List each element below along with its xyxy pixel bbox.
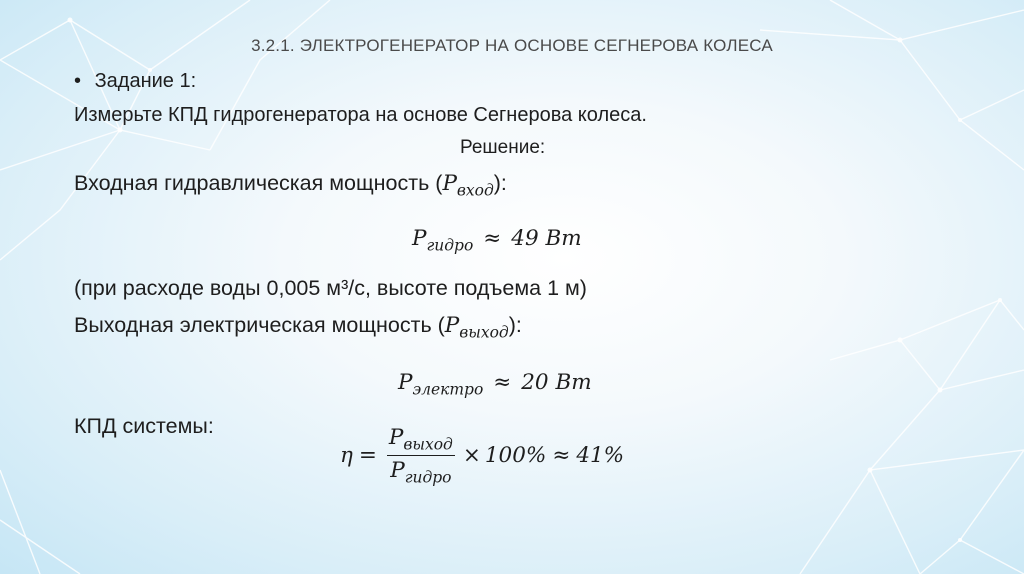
eq-input-symbol: $P_{гидро}$ (412, 226, 474, 255)
eq-approx: ≈ (552, 443, 571, 469)
input-power-close: ): (493, 171, 507, 195)
task-text: Измерьте КПД гидрогенератора на основе Сегнерова колеса. (74, 104, 647, 126)
eq-output-value: 20 Вт (521, 370, 592, 395)
equation-efficiency (340, 425, 624, 487)
eq-output-symbol: $P_{электро}$ (398, 370, 484, 399)
output-power-label: Выходная электрическая мощность ( (74, 313, 445, 337)
conditions-text: (при расходе воды 0,005 м³/с, высоте подъема 1 м) (74, 276, 587, 300)
slide-title: 3.2.1. ЭЛЕКТРОГЕНЕРАТОР НА ОСНОВЕ СЕГНЕРОВА КОЛЕСА (251, 36, 773, 55)
input-power-symbol: $P_{вход}$ (442, 171, 494, 200)
task-label: Задание 1: (94, 70, 197, 92)
solution-label: Решение: (460, 137, 546, 158)
eq-percent: 100% (484, 443, 547, 469)
eq-result: 41% (576, 443, 625, 469)
eq-equals: = (358, 443, 377, 469)
bullet: • (74, 70, 82, 92)
fraction-numerator: $P_{выход}$ (387, 425, 455, 456)
eq-eta: η (340, 443, 353, 469)
equation-output-power (398, 370, 592, 398)
eq-times: × (462, 443, 481, 469)
output-power-line (74, 313, 522, 341)
equation-input-power (412, 226, 582, 254)
eq-input-approx: ≈ (483, 226, 502, 251)
output-power-symbol: $P_{выход}$ (444, 313, 509, 342)
input-power-label: Входная гидравлическая мощность ( (74, 171, 443, 195)
eq-output-approx: ≈ (493, 370, 512, 395)
input-power-line (74, 171, 507, 199)
efficiency-label: КПД системы: (74, 414, 214, 438)
fraction-denominator: $P_{гидро}$ (390, 458, 452, 487)
efficiency-fraction (387, 425, 455, 487)
output-power-close: ): (508, 313, 522, 337)
eq-input-value: 49 Вт (511, 226, 582, 251)
task-line (74, 70, 196, 93)
